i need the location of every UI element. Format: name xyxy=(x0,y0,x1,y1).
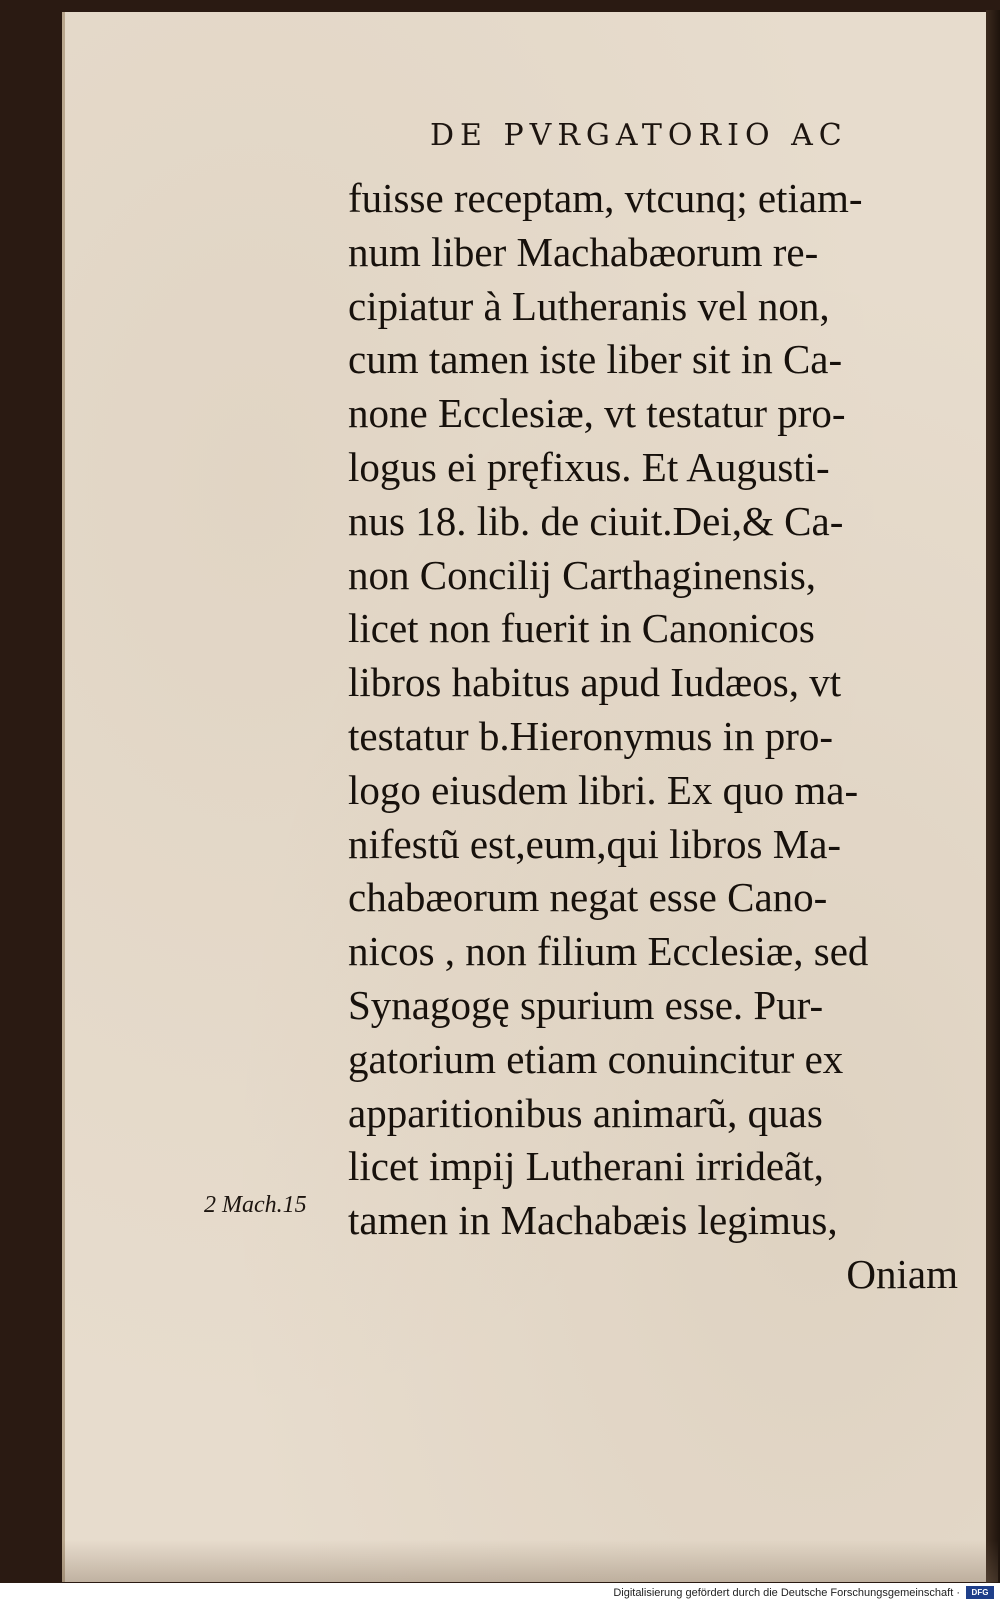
text-line: non Concilij Carthaginensis, xyxy=(348,551,817,598)
text-line: cipiatur à Lutheranis vel non, xyxy=(348,282,830,329)
text-line: gatorium etiam conuincitur ex xyxy=(348,1035,844,1082)
main-text xyxy=(348,172,968,1302)
page-shadow xyxy=(62,1540,998,1582)
text-line: logus ei pręfixus. Et Augusti- xyxy=(348,443,830,490)
footer-bar xyxy=(0,1583,1000,1603)
text-line: chabæorum negat esse Cano- xyxy=(348,874,828,921)
catchword: Oniam xyxy=(846,1250,958,1297)
text-line: testatur b.Hieronymus in pro- xyxy=(348,712,834,759)
text-line: licet impij Lutherani irrideãt, xyxy=(348,1143,824,1190)
text-line: num liber Machabæorum re- xyxy=(348,228,819,275)
text-line: libros habitus apud Iudæos, vt xyxy=(348,659,842,706)
funding-notice: Digitalisierung gefördert durch die Deutsche Forschungsgemeinschaft · xyxy=(613,1587,960,1599)
text-line: none Ecclesiæ, vt testatur pro- xyxy=(348,390,846,437)
text-line: fuisse receptam, vtcunq; etiam- xyxy=(348,175,863,221)
text-line: logo eiusdem libri. Ex quo ma- xyxy=(348,766,859,813)
text-line: nus 18. lib. de ciuit.Dei,& Ca- xyxy=(348,497,844,544)
text-line: tamen in Machabæis legimus, xyxy=(348,1197,838,1244)
book-edge xyxy=(986,10,1000,1583)
text-line: apparitionibus animarũ, quas xyxy=(348,1089,823,1136)
running-head: DE PVRGATORIO AC xyxy=(430,118,848,153)
text-line: nifestũ est,eum,qui libros Ma- xyxy=(348,820,842,867)
text-line: nicos , non filium Ecclesiæ, sed xyxy=(348,928,869,975)
marginal-note: 2 Mach.15 xyxy=(204,1192,307,1218)
text-line: cum tamen iste liber sit in Ca- xyxy=(348,336,843,383)
text-line: Synagogę spurium esse. Pur- xyxy=(348,981,824,1028)
text-line: licet non fuerit in Canonicos xyxy=(348,605,815,652)
dfg-logo-icon: DFG xyxy=(966,1586,994,1599)
